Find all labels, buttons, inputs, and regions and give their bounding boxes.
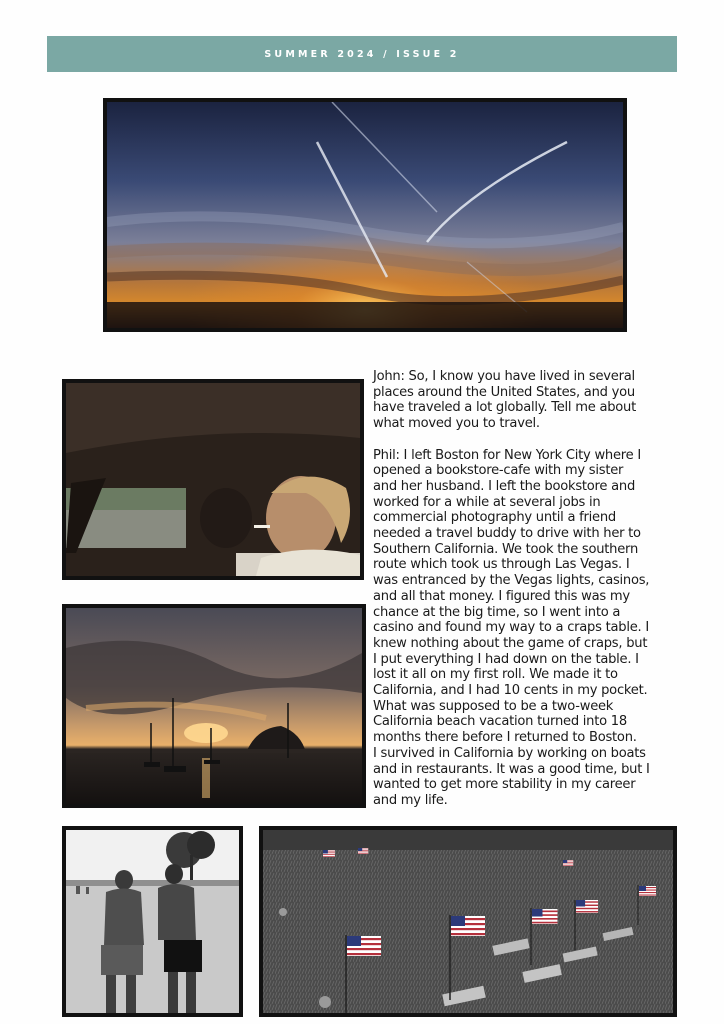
bay-sunset-photo [62, 604, 366, 808]
interview-text [373, 369, 683, 824]
man-in-car-photo [62, 379, 364, 580]
issue-header-bar [47, 36, 677, 72]
cemetery-flags-photo [259, 826, 677, 1017]
interview-answer: Phil: I left Boston for New York City where I opened a bookstore-cafe with my sister and her husband. I left the bookstore and worked for a while at several jobs in commercial photography until a friend needed a travel buddy to drive with her to Southern California. We took the southern route which took us through Las Vegas. I was entranced by the Vegas lights, casinos, and all that money. I figured this was my chance at the big time, so I went into a casino and found my way to a craps table. I knew nothing about the game of craps, but I put everything I had down on the table. I lost it all on my first roll. We made it to California, and I had 10 cents in my pocket. What was supposed to be a two-week California beach vacation turned into 18 months there before I returned to Boston. I survived in California by working on boats and in restaurants. It was a good time, but I wanted to get more stability in my career and my life. [373, 447, 650, 808]
sunset-sky-photo [103, 98, 627, 332]
issue-label: SUMMER 2024 / ISSUE 2 [264, 48, 460, 60]
beach-men-photo [62, 826, 243, 1017]
interview-question: John: So, I know you have lived in several places around the United States, and you have traveled a lot globally. Tell me about what moved you to travel. [373, 369, 636, 432]
